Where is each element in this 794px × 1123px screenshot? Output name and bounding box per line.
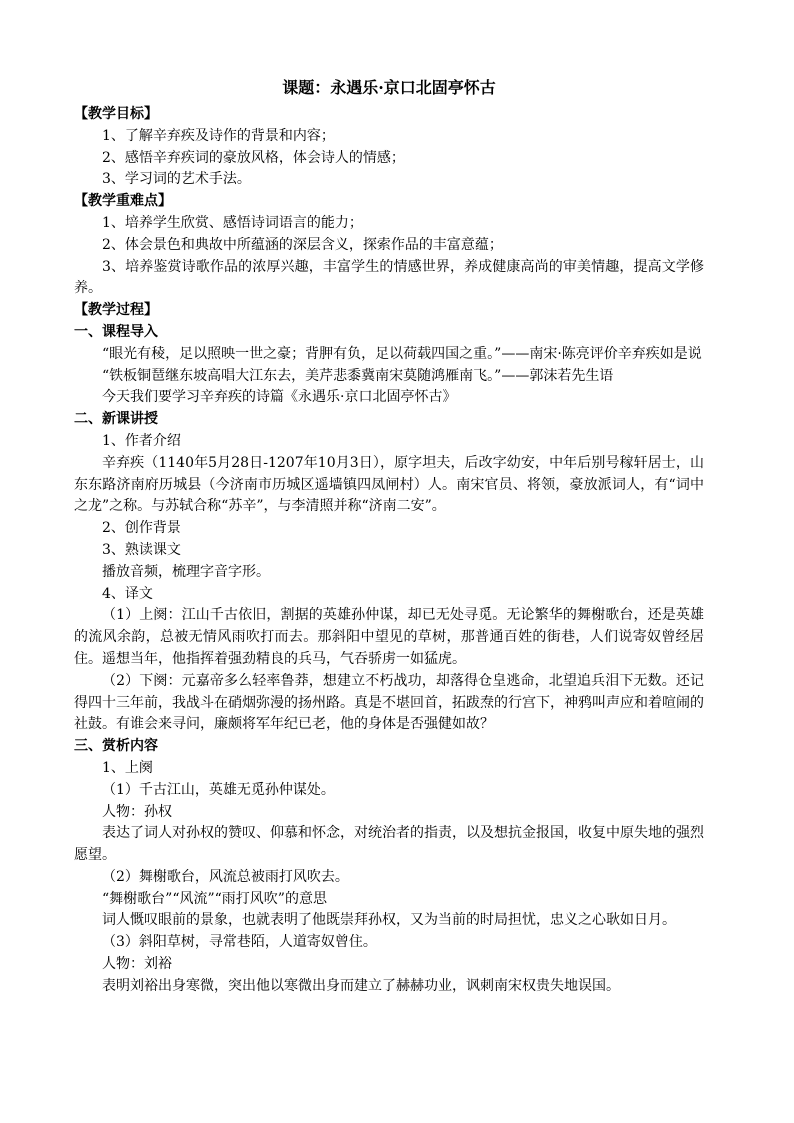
section-heading: 一、课程导入 [74,323,158,340]
paragraph: （1）上阕：江山千古依旧，割据的英雄孙仲谋，却已无处寻觅。无论繁华的舞榭歌台，还是英雄的流风余韵，总被无情风雨吹打而去。那斜阳中望见的草树，那普通百姓的街巷，人们说寄奴曾经居住。遥想当年，他指挥着强劲精良的兵马，气吞骄虏一如猛虎。 [74,607,704,667]
paragraph: （3）斜阳草树，寻常巷陌，人道寄奴曾住。 [102,934,377,951]
paragraph: （1）千古江山，英雄无觅孙仲谋处。 [102,781,335,798]
paragraph: 3、学习词的艺术手法。 [102,171,251,188]
paragraph: 3、熟读课文 [102,541,181,558]
paragraph: 表达了词人对孙权的赞叹、仰慕和怀念，对统治者的指责，以及想抗金报国，收复中原失地的强烈愿望。 [74,825,704,864]
section-heading: 【教学目标】 [74,106,158,122]
paragraph: 4、译文 [102,585,153,602]
paragraph: 今天我们要学习辛弃疾的诗篇《永遇乐·京口北固亭怀古》 [102,389,457,406]
paragraph: 人物：刘裕 [102,956,172,973]
paragraph: 1、作者介绍 [102,432,181,449]
document-body [74,104,704,998]
paragraph: 播放音频，梳理字音字形。 [102,563,270,580]
paragraph: 2、体会景色和典故中所蕴涵的深层含义，探索作品的丰富意蕴； [102,236,503,253]
paragraph: 词人慨叹眼前的景象，也就表明了他既崇拜孙权，又为当前的时局担忧，忠义之心耿如日月。 [102,912,676,929]
section-heading: 【教学重难点】 [74,193,172,210]
paragraph: 1、了解辛弃疾及诗作的背景和内容； [102,127,335,144]
paragraph: 1、上阕 [102,759,153,776]
paragraph: 人物：孙权 [102,803,172,820]
paragraph: “眼光有稜，足以照映一世之豪；背胛有负，足以荷载四国之重。”——南宋·陈亮评价辛弃疾如是说 [102,345,702,362]
paragraph: 3、培养鉴赏诗歌作品的浓厚兴趣，丰富学生的情感世界，养成健康高尚的审美情趣，提高文学修养。 [74,258,704,297]
paragraph: （2）下阕：元嘉帝多么轻率鲁莽，想建立不朽战功，却落得仓皇逃命，北望追兵泪下无数。还记得四十三年前，我战斗在硝烟弥漫的扬州路。真是不堪回首，拓跋焘的行宫下，神鸦叫声应和着喧闹的社鼓。有谁会来寻问，廉颇将军年纪已老，他的身体是否强健如故？ [74,672,704,733]
paragraph: 表明刘裕出身寒微，突出他以寒微出身而建立了赫赫功业，讽刺南宋权贵失地误国。 [102,977,620,994]
section-heading: 【教学过程】 [74,302,158,319]
paragraph: 2、创作背景 [102,520,181,537]
document-title: 课题：永遇乐·京口北固亭怀古 [282,78,496,97]
section-heading: 二、新课讲授 [74,411,158,428]
paragraph: 2、感悟辛弃疾词的豪放风格，体会诗人的情感； [102,149,405,166]
paragraph: 辛弃疾（1140年5月28日-1207年10月3日），原字坦夫，后改字幼安，中年后别号稼轩居士，山东东路济南府历城县（今济南市历城区遥墙镇四凤闸村）人。南宋官员、将领，豪放派词人，有“词中之龙”之称。与苏轼合称“苏辛”，与李清照并称“济南二安”。 [74,454,704,515]
paragraph: 1、培养学生欣赏、感悟诗词语言的能力； [102,214,363,231]
section-heading: 三、赏析内容 [74,738,158,755]
paragraph: “铁板铜琶继东坡高唱大江东去，美芹悲黍冀南宋莫随鸿雁南飞。”——郭沫若先生语 [102,367,614,384]
paragraph: “舞榭歌台”“风流”“雨打风吹”的意思 [102,890,327,907]
paragraph: （2）舞榭歌台，风流总被雨打风吹去。 [102,868,349,885]
